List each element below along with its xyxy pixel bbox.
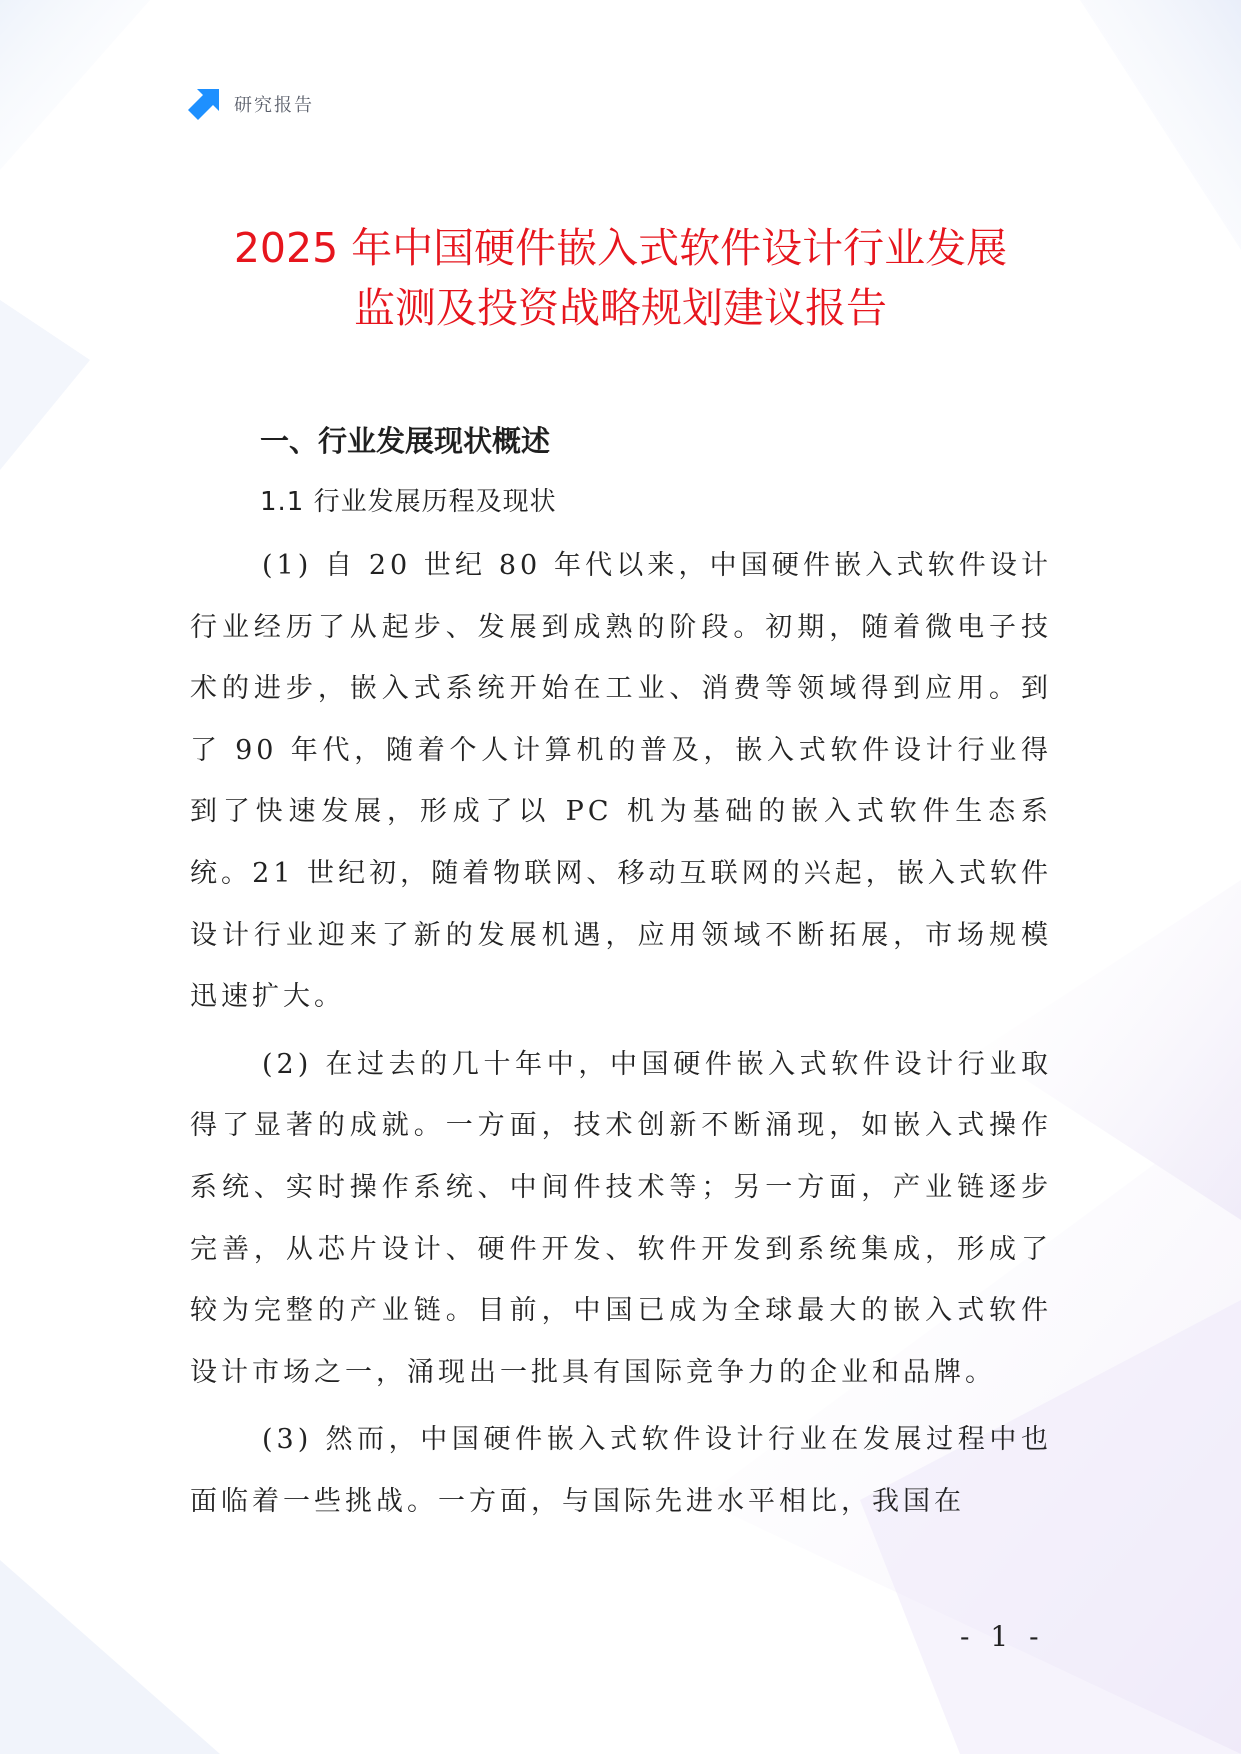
report-header <box>188 88 314 120</box>
page-number: - 1 - <box>960 1620 1045 1653</box>
subsection-heading: 1.1 行业发展历程及现状 <box>260 487 557 517</box>
title-line-1: 2025 年中国硬件嵌入式软件设计行业发展 <box>233 224 1008 272</box>
title-line-2: 监测及投资战略规划建议报告 <box>354 284 887 332</box>
section-heading: 一、行业发展现状概述 <box>260 424 551 458</box>
document-body <box>190 415 1052 1533</box>
document-title <box>140 218 1101 338</box>
paragraph-3: (3) 然而，中国硬件嵌入式软件设计行业在发展过程中也面临着一些挑战。一方面，与国际先进水平相比，我国在 <box>190 1424 1052 1517</box>
report-type-label: 研究报告 <box>234 95 314 116</box>
paragraph-2: (2) 在过去的几十年中，中国硬件嵌入式软件设计行业取得了显著的成就。一方面，技术创新不断涌现，如嵌入式操作系统、实时操作系统、中间件技术等；另一方面，产业链逐步完善，从芯片设计、硬件开发、软件开发到系统集成，形成了较为完整的产业链。目前，中国已成为全球最大的嵌入式软件设计市场之一，涌现出一批具有国际竞争力的企业和品牌。 <box>190 1048 1052 1388</box>
paragraph-1: (1) 自 20 世纪 80 年代以来，中国硬件嵌入式软件设计行业经历了从起步、发展到成熟的阶段。初期，随着微电子技术的进步，嵌入式系统开始在工业、消费等领域得到应用。到了 90 年代，随着个人计算机的普及，嵌入式软件设计行业得到了快速发展，形成了以 PC 机为基础的嵌入式软件生态系统。21 世纪初，随着物联网、移动互联网的兴起，嵌入式软件设计行业迎来了新的发展机遇，应用领域不断拓展，市场规模迅速扩大。 <box>190 550 1052 1013</box>
arrow-up-right-icon <box>188 88 220 120</box>
